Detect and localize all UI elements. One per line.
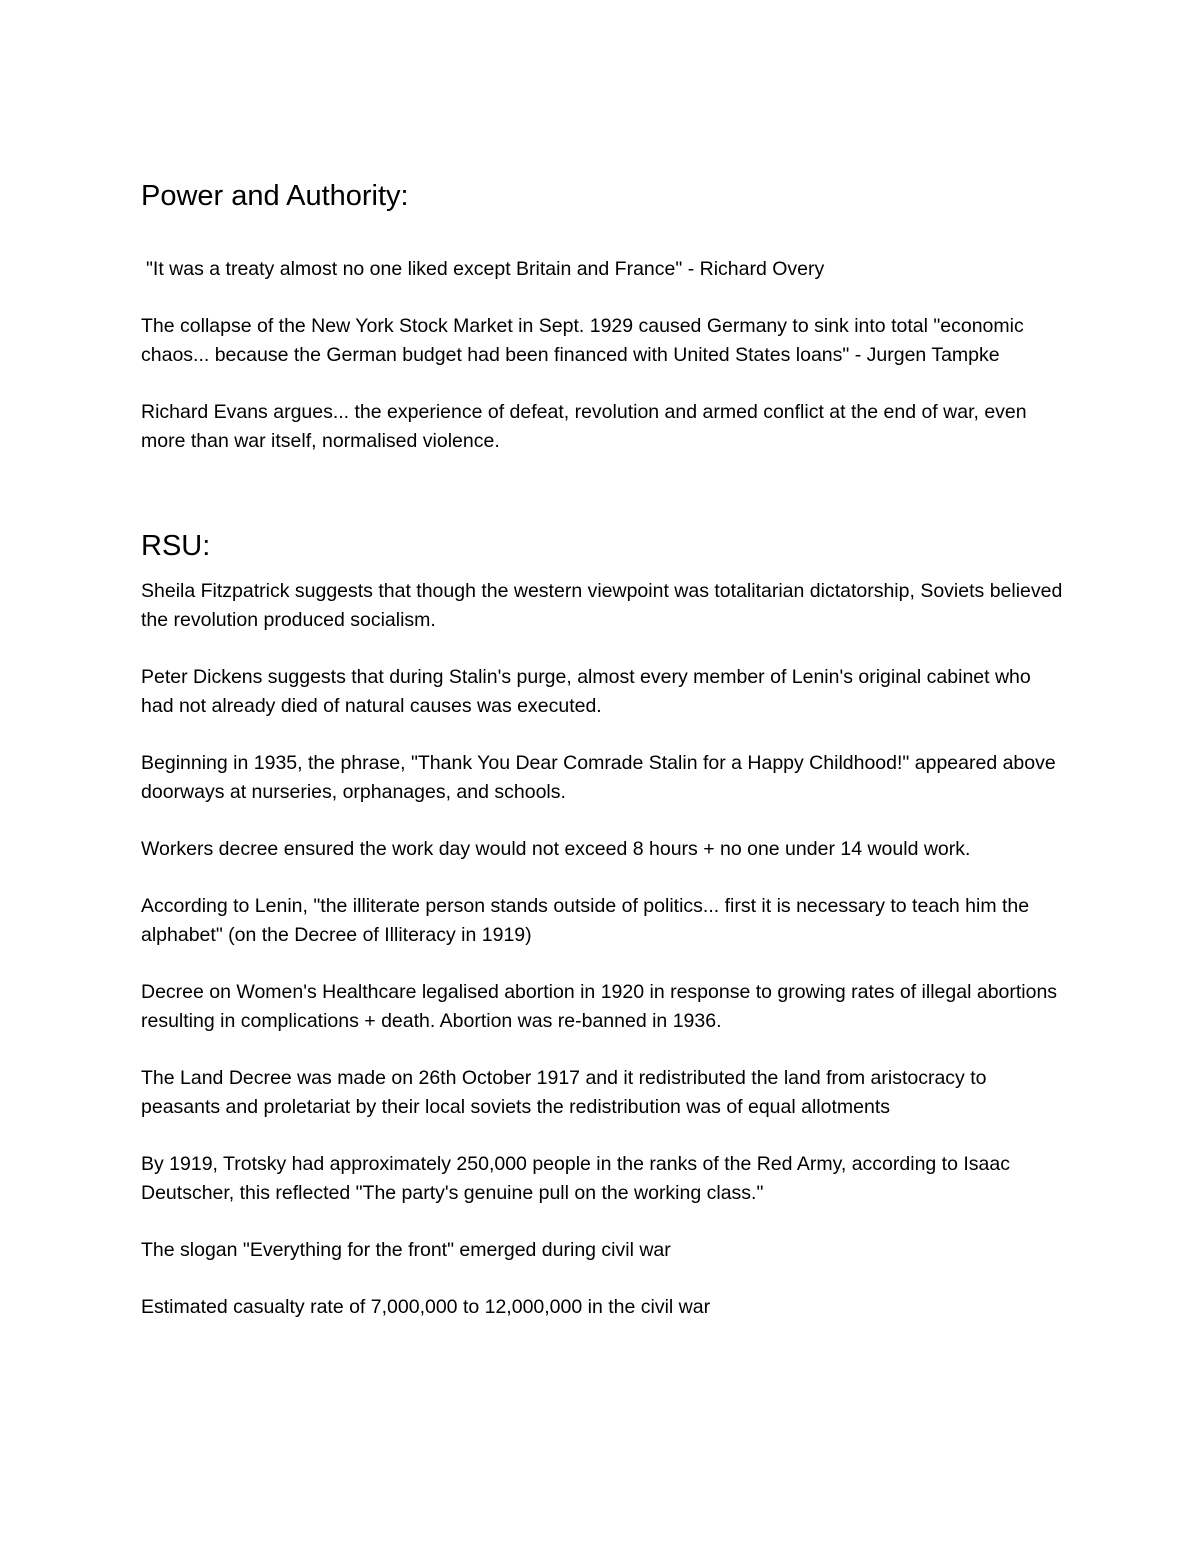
paragraph: Estimated casualty rate of 7,000,000 to 12,000,000 in the civil war — [141, 1296, 711, 1318]
paragraph: The Land Decree was made on 26th October 1917 and it redistributed the land from aristocracy to peasants and proletariat by their local soviets the redistribution was of equal allotments — [141, 1067, 987, 1118]
paragraph: "It was a treaty almost no one liked except Britain and France" - Richard Overy — [146, 258, 825, 280]
paragraph: Peter Dickens suggests that during Stalin's purge, almost every member of Lenin's original cabinet who had not already died of natural causes was executed. — [141, 666, 1031, 717]
section-heading: Power and Authority: — [141, 180, 409, 212]
paragraph: Decree on Women's Healthcare legalised abortion in 1920 in response to growing rates of illegal abortions resulting in complications + death. Abortion was re-banned in 1936. — [141, 981, 1058, 1032]
paragraph: By 1919, Trotsky had approximately 250,000 people in the ranks of the Red Army, according to Isaac Deutscher, this reflected "The party's genuine pull on the working class." — [141, 1153, 1010, 1204]
paragraph: Workers decree ensured the work day would not exceed 8 hours + no one under 14 would work. — [141, 838, 971, 860]
paragraph: Sheila Fitzpatrick suggests that though the western viewpoint was totalitarian dictatorship, Soviets believed the revolution produced socialism. — [141, 580, 1063, 631]
paragraph: Beginning in 1935, the phrase, "Thank You Dear Comrade Stalin for a Happy Childhood!" appeared above doorways at nurseries, orphanages, and schools. — [141, 752, 1056, 803]
document-body — [141, 176, 1066, 1322]
paragraph: According to Lenin, "the illiterate person stands outside of politics... first it is necessary to teach him the alphabet" (on the Decree of Illiteracy in 1919) — [141, 895, 1030, 946]
section-rsu — [141, 526, 1066, 1322]
paragraph: The slogan "Everything for the front" emerged during civil war — [141, 1239, 671, 1261]
section-heading: RSU: — [141, 530, 211, 562]
paragraph: Richard Evans argues... the experience of defeat, revolution and armed conflict at the end of war, even more than war itself, normalised violence. — [141, 401, 1027, 452]
paragraph: The collapse of the New York Stock Market in Sept. 1929 caused Germany to sink into total "economic chaos... because the German budget had been financed with United States loans" - Jurgen Tampke — [141, 315, 1024, 366]
section-power-and-authority — [141, 176, 1066, 456]
